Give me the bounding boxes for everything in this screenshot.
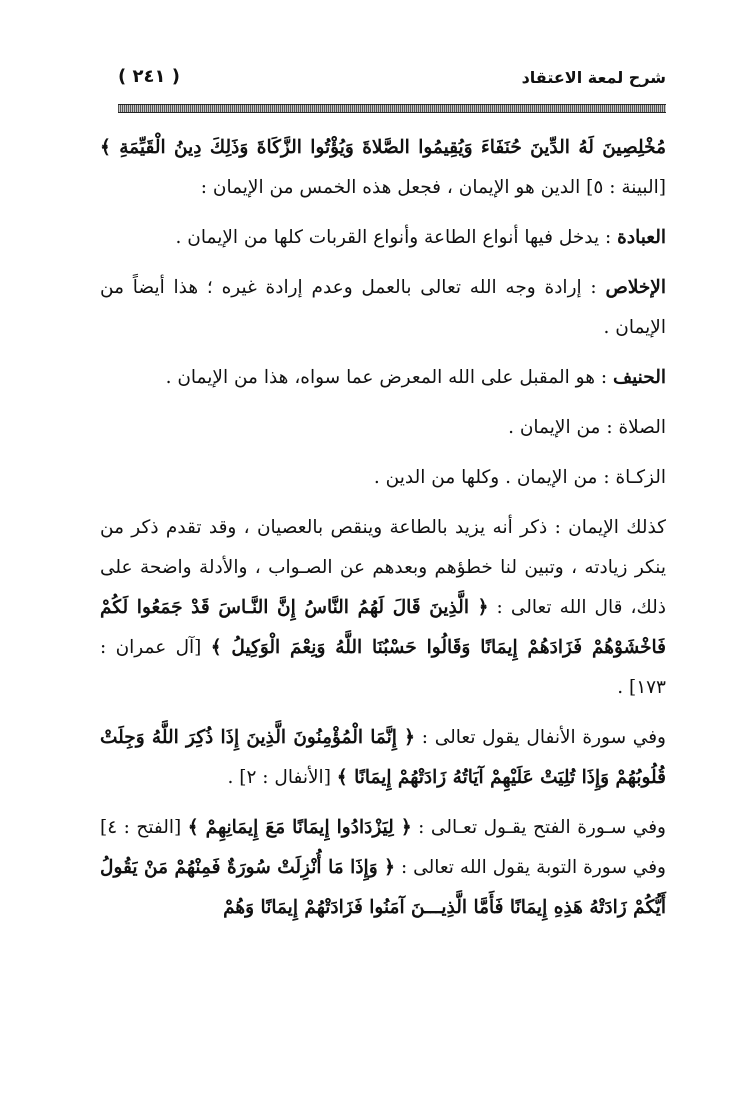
text-run: : هو المقبل على الله المعرض عما سواه، هذا من الإيمان .: [165, 367, 613, 388]
quran-verse: ﴿ الَّذِينَ قَالَ لَهُمُ النَّاسُ إِنَّ النَّـاسَ قَدْ جَمَعُوا لَكُمْ فَاخْشَوْهُمْ فَزَادَهُمْ إِيمَانًا وَقَالُوا حَسْبُنَا اللَّهُ وَنِعْمَ الْوَكِيلُ ﴾: [100, 597, 666, 658]
page-number: ( ٢٤١ ): [118, 66, 180, 87]
paragraph: [100, 358, 666, 398]
paragraph: [100, 408, 666, 448]
text-run: [البينة : ٥] الدين هو الإيمان ، فجعل هذه الخمس من الإيمان :: [200, 177, 666, 198]
text-run: وفي سورة الأنفال يقول تعالى :: [415, 727, 666, 748]
paragraph: [100, 458, 666, 498]
quran-verse: ﴿ وَإِذَا مَا أُنْزِلَتْ سُورَةٌ فَمِنْهُمْ مَنْ يَقُولُ أَيُّكُمْ زَادَتْهُ هَذِهِ إِيمَانًا فَأَمَّا الَّذِيـــنَ آمَنُوا فَزَادَتْهُمْ إِيمَانًا وَهُمْ: [100, 857, 666, 918]
paragraph: [100, 128, 666, 208]
text-run: كذلك الإيمان : ذكر أنه يزيد بالطاعة وينقص بالعصيان ، وقد تقدم ذكر من ينكر زيادته ، وتبين لنا خطؤهم وبعدهم عن الصـواب ، والأدلة واضحة على ذلك، قال الله تعالى :: [100, 517, 666, 618]
text-run: الصلاة : من الإيمان .: [508, 417, 666, 438]
text-run: [الأنفال : ٢] .: [227, 767, 337, 788]
paragraph: [100, 508, 666, 708]
body-text: [100, 128, 666, 928]
paragraph: [100, 268, 666, 348]
header-divider: [118, 104, 666, 113]
text-run: [الفتح : ٤] وفي سورة التوبة يقول الله تعالى :: [100, 817, 666, 878]
page-header: [118, 64, 666, 98]
paragraph: [100, 808, 666, 928]
text-run: : إرادة وجه الله تعالى بالعمل وعدم إرادة غيره ؛ هذا أيضاً من الإيمان .: [100, 277, 666, 338]
quran-verse: ﴿ لِيَزْدَادُوا إِيمَانًا مَعَ إِيمَانِهِمْ ﴾: [187, 817, 412, 838]
quran-verse: مُخْلِصِينَ لَهُ الدِّينَ حُنَفَاءَ وَيُقِيمُوا الصَّلاةَ وَيُؤْتُوا الزَّكَاةَ وَذَلِكَ دِينُ الْقَيِّمَةِ ﴾: [100, 137, 666, 158]
text-run: : يدخل فيها أنواع الطاعة وأنواع القربات كلها من الإيمان .: [175, 227, 618, 248]
paragraph: [100, 218, 666, 258]
paragraph: [100, 718, 666, 798]
text-run: وفي سـورة الفتح يقـول تعـالى :: [411, 817, 666, 838]
text-run: [آل عمران : ١٧٣] .: [100, 637, 666, 698]
term-heading: الإخلاص: [605, 277, 666, 298]
running-title: شرح لمعة الاعتقاد: [521, 68, 666, 87]
term-heading: العبادة: [617, 227, 666, 248]
text-run: الزكـاة : من الإيمان . وكلها من الدين .: [373, 467, 666, 488]
quran-verse: ﴿ إِنَّمَا الْمُؤْمِنُونَ الَّذِينَ إِذَا ذُكِرَ اللَّهُ وَجِلَتْ قُلُوبُهُمْ وَإِذَا تُلِيَتْ عَلَيْهِمْ آيَاتُهُ زَادَتْهُمْ إِيمَانًا ﴾: [100, 727, 666, 788]
term-heading: الحنيف: [612, 367, 666, 388]
